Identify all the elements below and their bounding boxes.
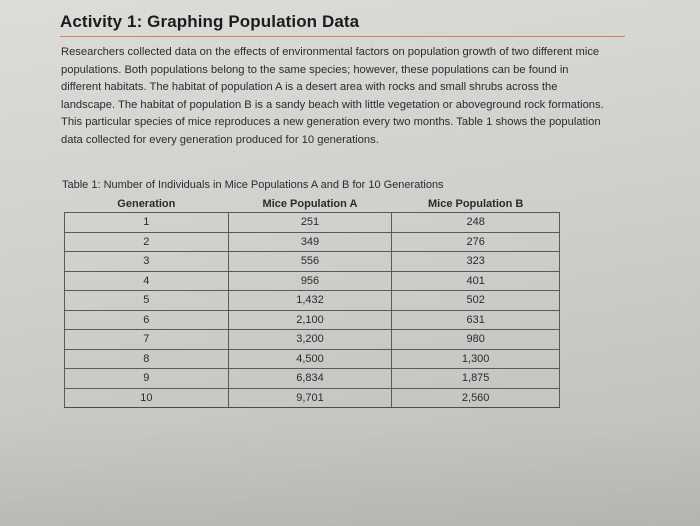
cell-generation: 4 xyxy=(65,271,229,291)
title-divider xyxy=(60,36,625,37)
cell-generation: 5 xyxy=(65,291,229,311)
cell-population-a: 3,200 xyxy=(228,330,392,350)
table-row xyxy=(65,330,560,350)
cell-population-a: 9,701 xyxy=(228,388,392,408)
cell-population-b: 1,300 xyxy=(392,349,560,369)
table-row xyxy=(65,252,560,272)
population-table xyxy=(64,196,560,408)
paper-shadow xyxy=(0,420,700,526)
cell-population-a: 4,500 xyxy=(228,349,392,369)
intro-paragraph: Researchers collected data on the effects of environmental factors on population growth of two different mice populations. Both populations belong to the same species; however, these populations can be found in different habitats. The habitat of population A is a desert area with rocks and small shrubs across the landscape. The habitat of population B is a sandy beach with little vegetation or aboveground rock formations. This particular species of mice reproduces a new generation every two months. Table 1 shows the population data collected for every generation produced for 10 generations. xyxy=(61,46,604,146)
cell-population-a: 349 xyxy=(228,232,392,252)
cell-generation: 10 xyxy=(65,388,229,408)
cell-population-b: 276 xyxy=(392,232,560,252)
table-row xyxy=(65,310,560,330)
cell-generation: 3 xyxy=(65,252,229,272)
cell-population-a: 556 xyxy=(228,252,392,272)
cell-population-b: 502 xyxy=(392,291,560,311)
table-caption: Table 1: Number of Individuals in Mice Populations A and B for 10 Generations xyxy=(62,179,444,191)
cell-population-b: 401 xyxy=(392,271,560,291)
cell-generation: 6 xyxy=(65,310,229,330)
cell-population-a: 6,834 xyxy=(228,369,392,389)
cell-population-a: 251 xyxy=(228,213,392,233)
cell-generation: 9 xyxy=(65,369,229,389)
table-row xyxy=(65,369,560,389)
cell-generation: 1 xyxy=(65,213,229,233)
header-population-b: Mice Population B xyxy=(392,196,560,213)
cell-population-a: 1,432 xyxy=(228,291,392,311)
table-row xyxy=(65,271,560,291)
table-header-row xyxy=(65,196,560,213)
cell-population-a: 956 xyxy=(228,271,392,291)
table-row xyxy=(65,213,560,233)
table-row xyxy=(65,232,560,252)
cell-generation: 7 xyxy=(65,330,229,350)
table-row xyxy=(65,291,560,311)
cell-population-b: 631 xyxy=(392,310,560,330)
header-population-a: Mice Population A xyxy=(228,196,392,213)
cell-population-b: 248 xyxy=(392,213,560,233)
cell-generation: 2 xyxy=(65,232,229,252)
cell-population-b: 323 xyxy=(392,252,560,272)
cell-population-b: 2,560 xyxy=(392,388,560,408)
table-row xyxy=(65,349,560,369)
cell-generation: 8 xyxy=(65,349,229,369)
cell-population-b: 980 xyxy=(392,330,560,350)
cell-population-b: 1,875 xyxy=(392,369,560,389)
table-row xyxy=(65,388,560,408)
header-generation: Generation xyxy=(65,196,229,213)
cell-population-a: 2,100 xyxy=(228,310,392,330)
activity-title: Activity 1: Graphing Population Data xyxy=(60,12,360,31)
